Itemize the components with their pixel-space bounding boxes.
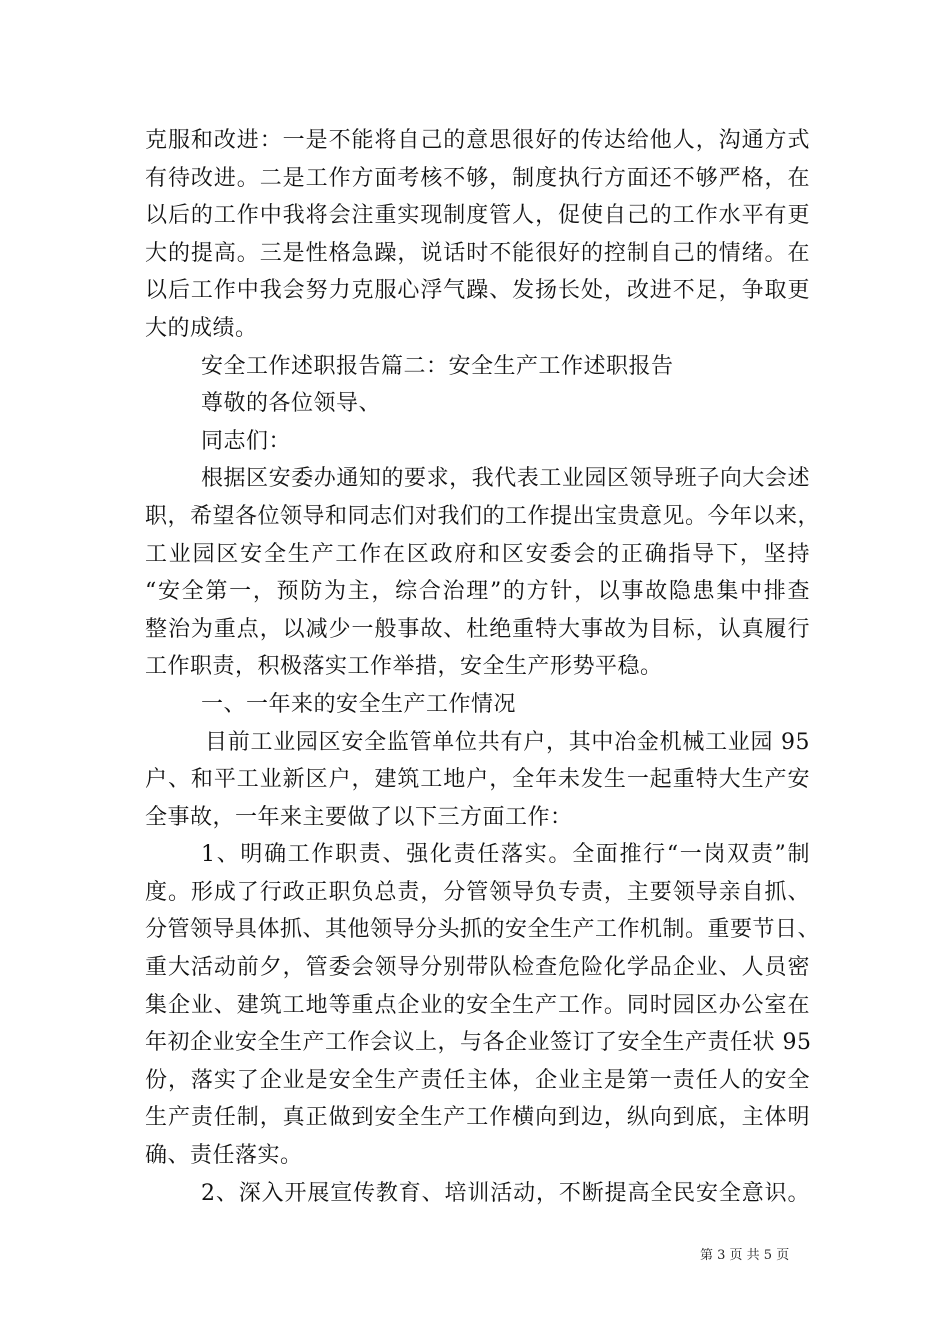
text-line: 2、深入开展宣传教育、培训活动，不断提高全民安全意识。 [201,1180,810,1206]
text-line: “安全第一，预防为主，综合治理”的方针，以事故隐患集中排查 [145,579,810,605]
text-line: 克服和改进：一是不能将自己的意思很好的传达给他人，沟通方式 [145,128,810,153]
text-line: 工业园区安全生产工作在区政府和区安委会的正确指导下，坚持 [145,541,810,567]
text-line: 以后工作中我会努力克服心浮气躁、发扬长处，改进不足，争取更 [145,278,810,304]
text-line: 确、责任落实。 [145,1143,303,1169]
document-body [145,122,821,1212]
text-line: 生产责任制，真正做到安全生产工作横向到边，纵向到底，主体明 [145,1105,810,1131]
text-line: 根据区安委办通知的要求，我代表工业园区领导班子向大会述 [201,466,810,492]
text-line: 大的成绩。 [145,315,258,341]
text-line: 重大活动前夕，管委会领导分别带队检查危险化学品企业、人员密 [145,955,810,981]
page-number: 第 3 页 共 5 页 [700,1248,790,1263]
text-line: 年初企业安全生产工作会议上，与各企业签订了安全生产责任状 95 [145,1030,812,1056]
text-line: 度。形成了行政正职负总责，分管领导负专责，主要领导亲自抓、 [145,879,810,905]
text-line: 安全工作述职报告篇二：安全生产工作述职报告 [201,353,674,379]
text-line: 有待改进。二是工作方面考核不够，制度执行方面还不够严格，在 [145,165,810,191]
text-line: 整治为重点，以减少一般事故、杜绝重特大事故为目标，认真履行 [145,616,810,642]
text-line: 户、和平工业新区户，建筑工地户，全年未发生一起重特大生产安 [145,767,810,793]
text-line: 份，落实了企业是安全生产责任主体，企业主是第一责任人的安全 [145,1067,810,1093]
text-line: 目前工业园区安全监管单位共有户，其中冶金机械工业园 95 [205,729,810,755]
text-line: 工作职责，积极落实工作举措，安全生产形势平稳。 [145,654,663,680]
text-line: 集企业、建筑工地等重点企业的安全生产工作。同时园区办公室在 [145,992,810,1018]
text-line: 大的提高。三是性格急躁，说话时不能很好的控制自己的情绪。在 [145,240,810,266]
text-line: 全事故，一年来主要做了以下三方面工作： [145,804,573,830]
text-line: 分管领导具体抓、其他领导分头抓的安全生产工作机制。重要节日、 [145,917,821,943]
text-line: 职，希望各位领导和同志们对我们的工作提出宝贵意见。今年以来， [145,503,821,529]
text-line: 1、明确工作职责、强化责任落实。全面推行“一岗双责”制 [201,842,810,868]
text-line: 同志们： [201,428,292,454]
text-line: 以后的工作中我将会注重实现制度管人，促使自己的工作水平有更 [145,203,810,229]
text-line: 尊敬的各位领导、 [201,391,382,417]
text-line: 一、一年来的安全生产工作情况 [201,691,517,717]
